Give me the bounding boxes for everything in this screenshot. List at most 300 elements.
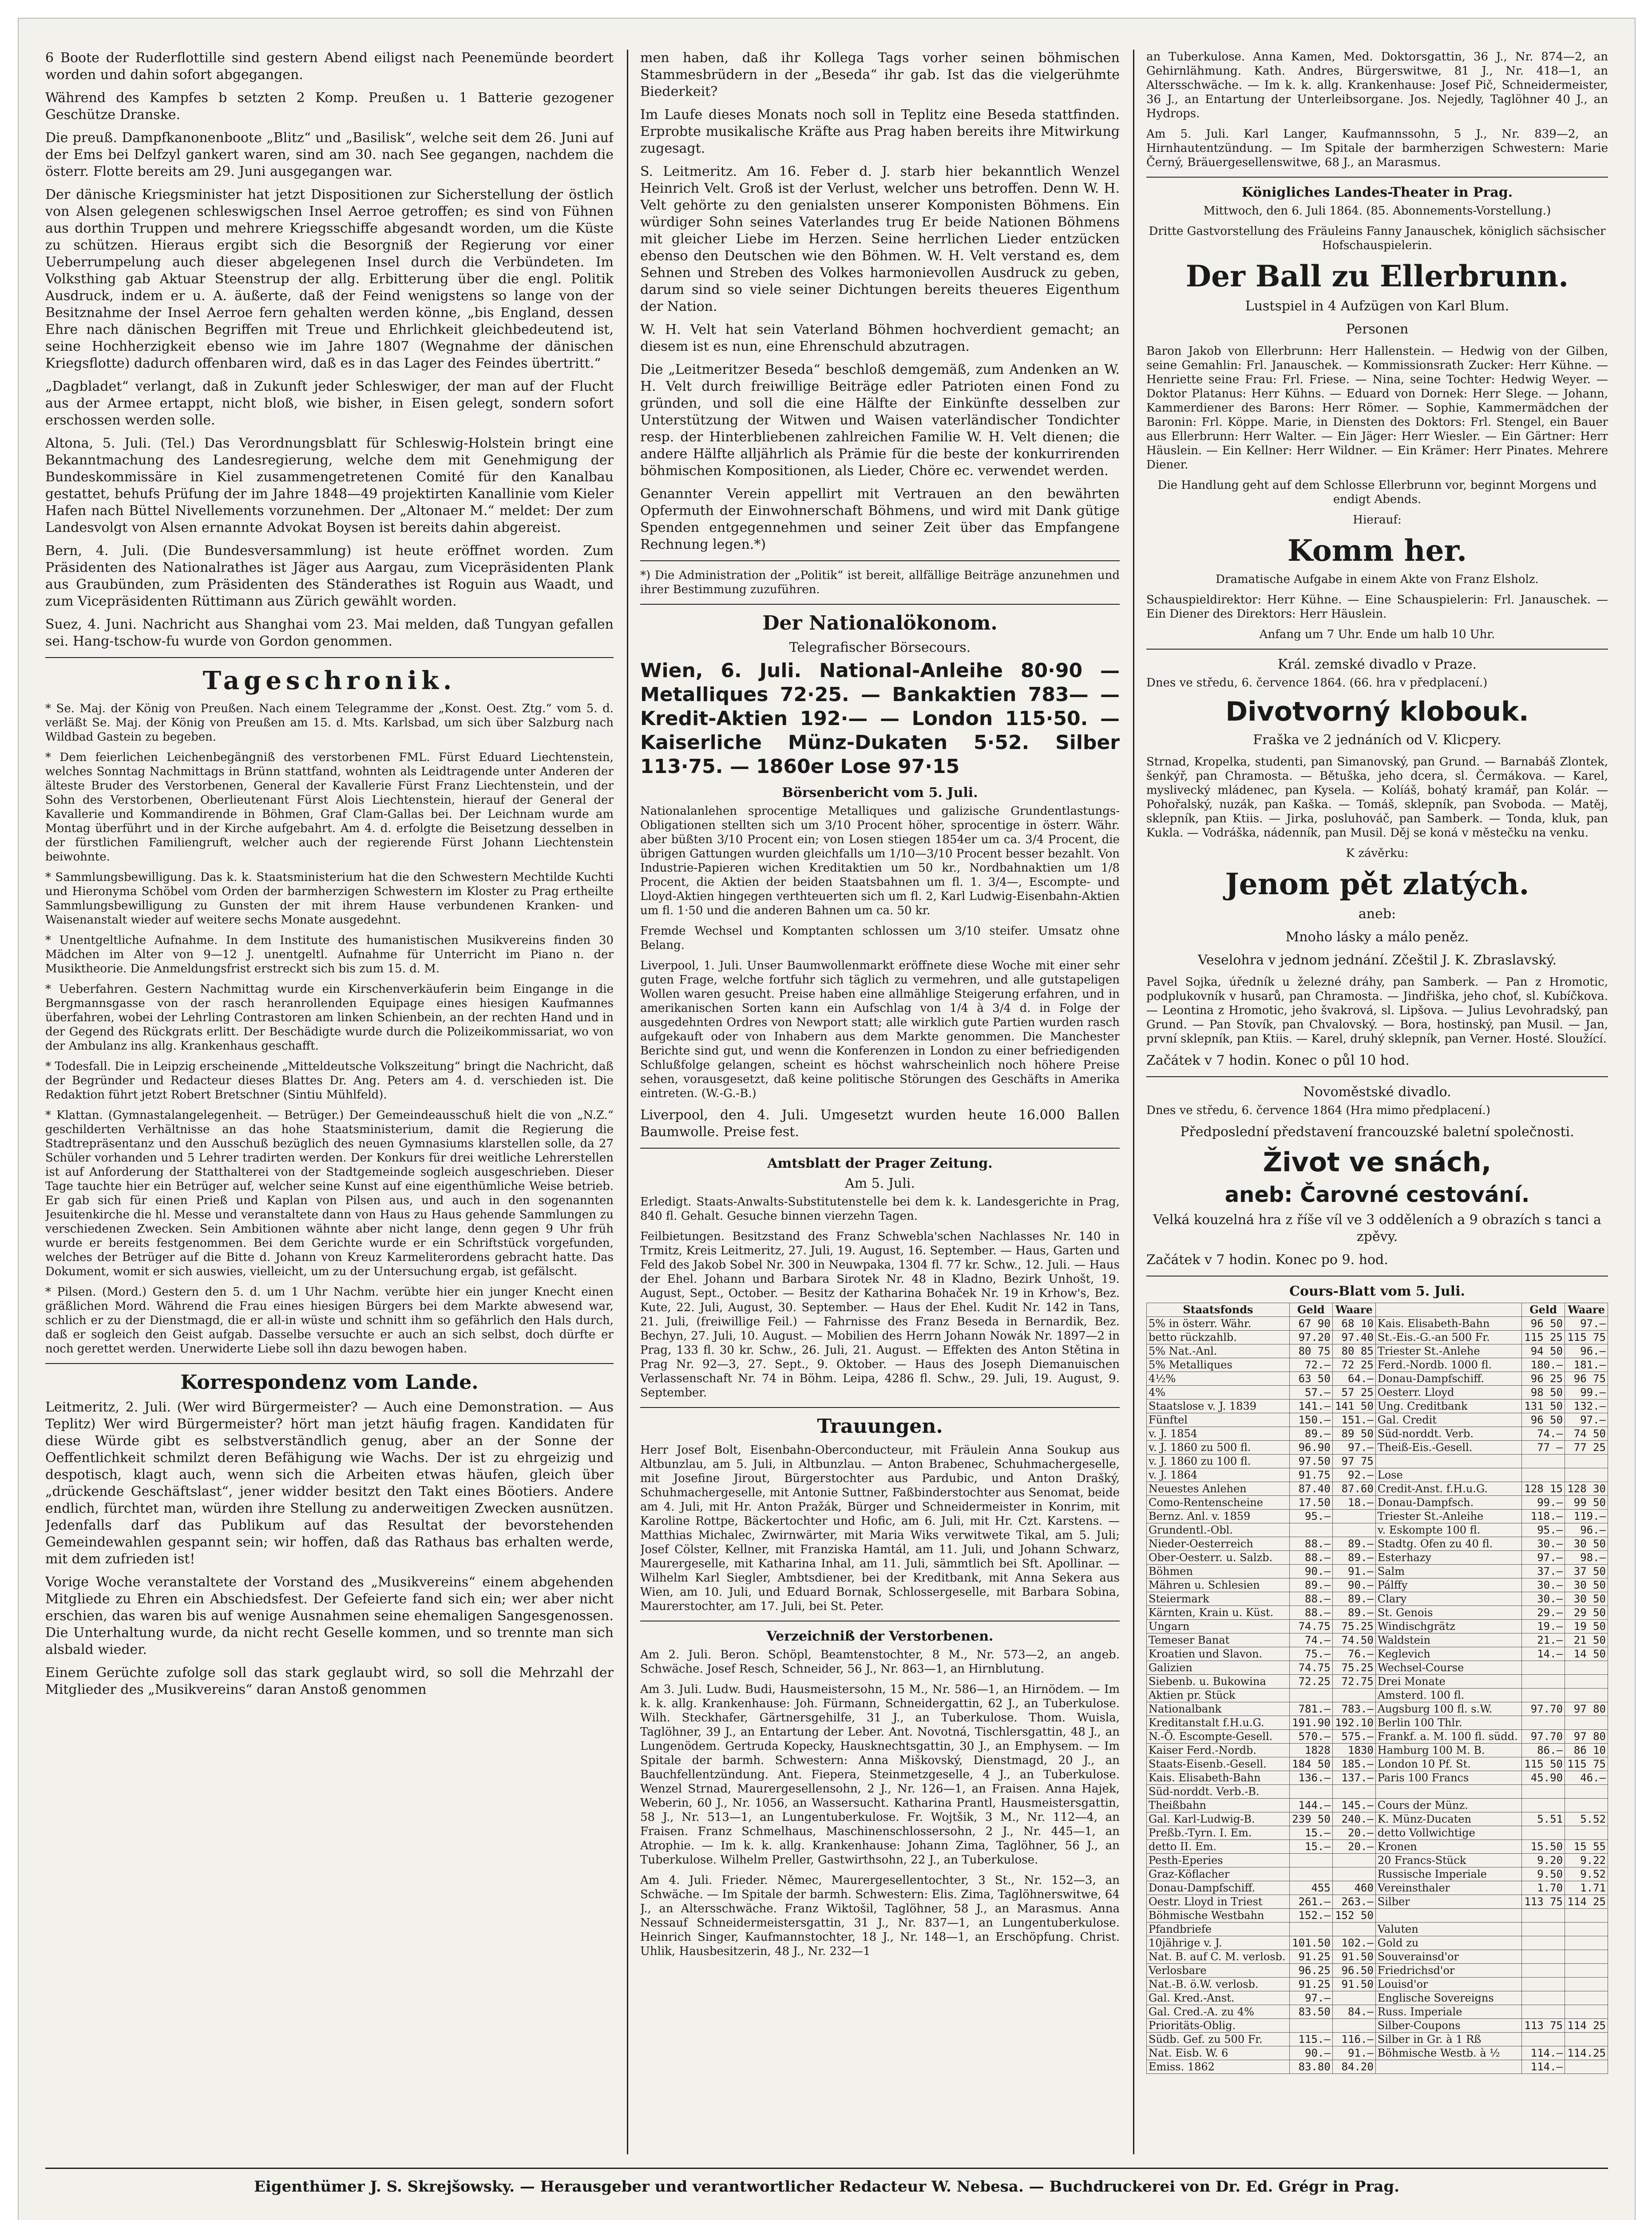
table-cell: 89.— [1332,1606,1375,1620]
table-cell: Kärnten, Krain u. Küst. [1147,1606,1290,1620]
table-cell: Esterhazy [1375,1551,1521,1565]
table-cell: 97 80 [1565,1702,1608,1716]
table-body [1147,1317,1608,2074]
table-cell: 115 50 [1522,1757,1565,1771]
table-cell: Mähren u. Schlesien [1147,1578,1290,1592]
table-cell: 96.50 [1332,1964,1375,1978]
table-cell: Nat. B. auf C. M. verlosb. [1147,1950,1290,1964]
table-cell: 1828 [1289,1744,1332,1757]
table-cell [1565,2005,1608,2019]
paragraph: Feilbietungen. Besitzstand des Franz Schwebla'schen Nachlasses Nr. 140 in Trmitz, Kreis Leitmeritz, 27. Juli, 19. August, 16. September. — Haus, Garten und Feld des Jakob Sobel Nr. 300 in Neuwpaka, 1304 fl. 77 kr. Schw., 12. Juli. — Haus der Ehel. Johann und Barbara Sirotek Nr. 48 in Kladno, Bezirk Unhošt, 19. August, Sept., October. — Besitz der Katharina Bohaček Nr. 19 in Krhow's, Bez. Kute, 22. Juli, August, 30. September. — Haus der Ehel. Kudit Nr. 142 in Tans, 21. Juli, (freiwillige Feil.) — Fahrnisse des Franz Beseda in Bernardik, Bez. Bechyn, 27. Juli, 10. August. — Mobilien des Herrn Johann Nowák Nr. 1897—2 in Prag, 133 fl. 30 kr. Schw., 26. Juli, 21. August. — Effekten des Anton Stětina in Prag Nr. 92—3, 27. Sept., 9. Oktober. — Haus des Joseph Diemanuischen Verlassenschaft Nr. 74 in Böhm. Leipa, 4286 fl. Schw., 29. Juli, 19. August, 9. September. [640,1230,1120,1399]
table-cell: 91.50 [1332,1950,1375,1964]
table-cell: 115 75 [1565,1331,1608,1344]
table-cell: v. J. 1860 zu 100 fl. [1147,1455,1290,1468]
play-subtitle: Mnoho lásky a málo peněz. [1285,929,1469,945]
table-cell: Verlosbare [1147,1964,1290,1978]
table-cell: St. Genois [1375,1606,1521,1620]
table-cell: 1.71 [1565,1881,1608,1895]
table-cell: 90.— [1289,2046,1332,2060]
table-cell: Berlin 100 Thlr. [1375,1716,1521,1730]
table-cell [1332,1867,1375,1881]
table-row [1147,1331,1608,1344]
table-cell: Cours der Münz. [1375,1799,1521,1812]
table-cell [1565,1826,1608,1840]
table-cell: 192.10 [1332,1716,1375,1730]
table-row [1147,1565,1608,1578]
table-row [1147,1991,1608,2005]
table-row [1147,1647,1608,1661]
table-cell [1565,1689,1608,1702]
divider [1146,1076,1608,1077]
play-subtitle: Velká kouzelná hra z říše víl ve 3 odděleních a 9 obrazích s tanci a zpěvy. [1153,1212,1601,1245]
column-rule [627,50,628,2154]
table-cell: N.-Ö. Escompte-Gesell. [1147,1730,1290,1744]
amtsblatt-section [640,1195,1120,1400]
table-cell: 84.— [1332,2005,1375,2019]
play-title: Jenom pět zlatých. [1225,867,1529,901]
table-cell: 114 25 [1565,1895,1608,1909]
table-cell: Gal. Cred.-A. zu 4% [1147,2005,1290,2019]
news-item: * Sammlungsbewilligung. Das k. k. Staatsministerium hat die den Schwestern Mechtilde Kuchti und Hieronyma Schöbel vom Orden der barmherzigen Schwestern im Kloster zu Prag ertheilte Sammlungsbewilligung zu Gunsten der mit ihrem Hause verbundenen Kranken- und Waisenanstalt wieder auf weitere sechs Monate ausgedehnt. [45,871,614,927]
table-cell: Oestr. Lloyd in Triest [1147,1895,1290,1909]
table-cell: detto Vollwichtige [1375,1826,1521,1840]
table-cell: 181.— [1565,1358,1608,1372]
table-cell: detto II. Em. [1147,1840,1290,1854]
table-cell: 84.20 [1332,2060,1375,2074]
table-cell: 15.— [1289,1840,1332,1854]
table-cell: 15 55 [1565,1840,1608,1854]
table-cell: Salm [1375,1565,1521,1578]
table-cell [1522,1661,1565,1675]
table-cell: Triester St.-Anlehe [1375,1344,1521,1358]
table-row [1147,1510,1608,1523]
table-cell: 145.— [1332,1799,1375,1812]
table-cell: 96 50 [1522,1317,1565,1331]
table-cell: 19 50 [1565,1620,1608,1633]
paragraph: men haben, daß ihr Kollega Tags vorher seinen böhmischen Stammesbrüdern in der „Beseda“ ihr gab. Ist das die vielgerühmte Biederkeit? [640,50,1120,99]
table-row [1147,1620,1608,1633]
table-cell: Pfandbriefe [1147,1923,1290,1936]
table-cell: 94 50 [1522,1344,1565,1358]
table-cell [1522,1909,1565,1923]
play-subtitle: Lustspiel in 4 Aufzügen von Karl Blum. [1245,298,1509,314]
table-cell: Stadtg. Ofen zu 40 fl. [1375,1537,1521,1551]
table-cell: 89.— [1332,1551,1375,1565]
table-cell: 116.— [1332,2033,1375,2046]
table-cell: 97.40 [1332,1331,1375,1344]
table-cell [1522,1978,1565,1991]
table-row [1147,1482,1608,1496]
table-cell: 261.— [1289,1895,1332,1909]
table-cell: 96.25 [1289,1964,1332,1978]
table-row [1147,2005,1608,2019]
table-cell: 96.— [1565,1344,1608,1358]
table-cell: v. J. 1854 [1147,1427,1290,1441]
table-cell: 75.25 [1332,1661,1375,1675]
table-row [1147,1826,1608,1840]
table-cell [1522,1455,1565,1468]
table-cell [1375,1455,1521,1468]
table-cell: 46.— [1565,1771,1608,1785]
table-cell: 74 50 [1565,1427,1608,1441]
table-cell [1375,1785,1521,1799]
table-cell: 30.— [1522,1592,1565,1606]
table-cell: 240.— [1332,1812,1375,1826]
news-item: * Klattan. (Gymnastalangelegenheit. — Betrüger.) Der Gemeindeausschuß hielt die von „N.Z.“ geschilderten Verhältnisse an das hohe Staatsministerium, damit die Regierung die Stadtrepräsentanz und den Ausschuß bezüglich des neuen Gymnasiums klarstellen solle, da 27 Schüler vorhanden und 5 Lehrer tradirten werden. Der Konkurs für drei weitliche Lehrerstellen ist auf Anforderung der Statthalterei von der Stadtgemeinde sogleich ausgeschrieben. Dieser Tage tauchte hier ein Betrüger auf, welcher seine Kunst auf eine eigenthümliche Weise betrieb. Er gab sich für einen Prieß und Kaplan von Pilsen aus, und auch in den sogenannten Jesuitenkirche die hl. Messe und veranstaltete dann von Haus zu Haus gehende Sammlungen zu verschiedenen Zwecken. Sein Ambitionen wähnte aber nicht lange, denn gegen 9 Uhr früh wurde er bereits festgenommen. Bei dem Gerichte wurde er ein Schriftstück vorgefunden, welches der Betrüger auf die Bitte d. Johann von Kreuz Karmeliterordens gebracht hatte. Das Dokument, womit er sich auswies, vielleicht, um zu der Untersuchung ergab, ist gefälscht. [45,1109,614,1278]
table-cell [1565,1950,1608,1964]
table-cell: 14 50 [1565,1647,1608,1661]
table-cell: 37.— [1522,1565,1565,1578]
paragraph: Im Laufe dieses Monats noch soll in Teplitz eine Beseda stattfinden. Erprobte musikalische Kräfte aus Prag haben bereits ihre Mitwirkung zugesagt. [640,107,1120,156]
table-cell: 97.— [1332,1441,1375,1455]
table-cell: 5% Nat.-Anl. [1147,1344,1290,1358]
table-row [1147,1496,1608,1510]
table-cell: 86 10 [1565,1744,1608,1757]
table-header-cell: Waare [1332,1303,1375,1317]
table-cell [1522,1950,1565,1964]
table-cell: 19.— [1522,1620,1565,1633]
table-cell: 89.— [1332,1592,1375,1606]
theater-heading: Král. zemské divadlo v Praze. [1277,657,1477,672]
table-cell: 57 25 [1332,1386,1375,1399]
table-cell: Clary [1375,1592,1521,1606]
table-row [1147,1936,1608,1950]
table-cell: Emiss. 1862 [1147,2060,1290,2074]
table-cell: 5.52 [1565,1812,1608,1826]
table-cell: 89.— [1289,1427,1332,1441]
table-row [1147,1358,1608,1372]
table-cell [1565,1785,1608,1799]
table-cell: 1830 [1332,1744,1375,1757]
table-row [1147,1840,1608,1854]
news-item: * Se. Maj. der König von Preußen. Nach einem Telegramme der „Konst. Oest. Ztg.“ vom 5. d. verläßt Se. Maj. der König von Preußen am 15. d. Mts. Karlsbad, um sich über Salzburg nach Wildbad Gastein zu begeben. [45,702,614,744]
table-cell: 4½% [1147,1372,1290,1386]
table-cell: 92.— [1332,1468,1375,1482]
table-cell: v. Eskompte 100 fl. [1375,1523,1521,1537]
paragraph: Bern, 4. Juli. (Die Bundesversammlung) ist heute eröffnet worden. Zum Präsidenten des Nationalrathes ist Jäger aus Aargau, zum Vicepräsidenten Plank aus Graubünden, zum Präsidenten des Ständerathes ist Roguin aus Waadt, und zum Vicepräsidenten Rüttimann aus Zürich gewählt worden. [45,543,614,609]
table-cell: 114.— [1522,2046,1565,2060]
table-cell: 91.25 [1289,1978,1332,1991]
paragraph: Leitmeritz, 2. Juli. (Wer wird Bürgermeister? — Auch eine Demonstration. — Aus Teplitz) Wer wird Bürgermeister? hört man jetzt häufig fragen. Kandidaten für diese Würde gibt es selbstverständlich genug, aber an der Sonne der Oeffentlichkeit schmilzt deren Befähigung wie Wachs. Der ist zu ehrgeizig und despotisch, klagt auch, wenn sich die Arbeiten etwas häufen, gleich über „drückende Geschäftslast“, jener widder besitzt den Takt eines Böotiers. Andere endlich, fürchtet man, würden ihre Stellung zu anderweitigen Zwecken ausnützen. Jedenfalls darf das Publikum auf das Resultat der bevorstehenden Gemeindewahlen gespannt sein; wir hoffen, daß das Rathaus bas erhalten werde, mit dem zufrieden ist! [45,1399,614,1567]
table-cell: 144.— [1289,1799,1332,1812]
table-cell: 89.— [1332,1537,1375,1551]
table-cell: Böhmische Westb. à ½ [1375,2046,1521,2060]
boersenbericht-section [640,804,1120,1101]
paragraph: Erledigt. Staats-Anwalts-Substitutenstelle bei dem k. k. Landesgerichte in Prag, 840 fl. Gehalt. Gesuche binnen vierzehn Tagen. [640,1195,1120,1223]
play-note: K závěrku: [1346,847,1409,860]
table-cell: 91.50 [1332,1978,1375,1991]
table-cell: 67 90 [1289,1317,1332,1331]
table-cell: 88.— [1289,1606,1332,1620]
table-cell: 20 Francs-Stück [1375,1854,1521,1867]
news-item: * Pilsen. (Mord.) Gestern den 5. d. um 1 Uhr Nachm. verübte hier ein junger Knecht einen gräßlichen Mord. Während die Frau eines hiesigen Bürgers bei dem Markte abwesend war, schlich er zu der Dienstmagd, die er all-in wüste und schnitt ihm so gefährlich den Hals durch, daß er sogleich den Geist aufgab. Dasselbe versuchte er auch an sich selbst, doch dürfte er noch gerettet werden. Unerwiderte Liebe soll ihn dazu bewogen haben. [45,1285,614,1356]
table-cell: 97.50 [1289,1455,1332,1468]
paragraph: Am 5. Juli. Karl Langer, Kaufmannssohn, 5 J., Nr. 839—2, an Hirnhautentzündung. — Im Spitale der barmherzigen Schwestern: Marie Černý, Bräuergesellenswitwe, 68 J., an Marasmus. [1146,127,1608,169]
table-cell: 141.— [1289,1399,1332,1413]
table-cell: 89 50 [1332,1427,1375,1441]
table-row [1147,1399,1608,1413]
table-cell [1522,1689,1565,1702]
table-cell: Gal. Karl-Ludwig-B. [1147,1812,1290,1826]
table-cell: 89.— [1289,1578,1332,1592]
table-cell: Nat. Eisb. W. 6 [1147,2046,1290,2060]
table-cell: Kronen [1375,1840,1521,1854]
table-cell: 96 50 [1522,1413,1565,1427]
table-cell: 74.75 [1289,1620,1332,1633]
table-cell: Theißbahn [1147,1799,1290,1812]
table-row [1147,1785,1608,1799]
table-cell [1289,1854,1332,1867]
table-header-cell: Staatsfonds [1147,1303,1290,1317]
table-row [1147,2046,1608,2060]
table-row [1147,1950,1608,1964]
table-cell: betto rückzahlb. [1147,1331,1290,1344]
table-cell: 83.80 [1289,2060,1332,2074]
table-header-cell: Waare [1565,1303,1608,1317]
table-cell [1565,1455,1608,1468]
table-cell: Windischgrätz [1375,1620,1521,1633]
table-cell: 184 50 [1289,1757,1332,1771]
table-cell: 75.— [1289,1647,1332,1661]
paragraph: Einem Gerüchte zufolge soll das stark geglaubt wird, so soll die Mehrzahl der Mitglieder des „Musikvereins“ daran Anstoß genommen [45,1665,614,1697]
theater-date: Dnes ve středu, 6. července 1864 (Hra mimo předplacení.) [1146,1104,1490,1117]
table-row [1147,1578,1608,1592]
table-cell: 99.— [1565,1386,1608,1399]
table-cell: Grundentl.-Obl. [1147,1523,1290,1537]
table-cell: 21 50 [1565,1633,1608,1647]
theater-date: Dnes ve středu, 6. července 1864. (66. hra v předplacení.) [1146,676,1488,690]
table-cell: 75.25 [1332,1620,1375,1633]
table-cell: Kroatien und Slavon. [1147,1647,1290,1661]
table-cell: Hamburg 100 M. B. [1375,1744,1521,1757]
table-cell: Silber [1375,1895,1521,1909]
table-cell: 97.— [1522,1551,1565,1565]
table-cell: 97.70 [1522,1730,1565,1744]
table-cell: 141 50 [1332,1399,1375,1413]
column-3 [1146,50,1608,2154]
table-cell [1565,1799,1608,1812]
table-cell [1565,1661,1608,1675]
table-row [1147,1606,1608,1620]
table-cell [1565,1991,1608,2005]
table-cell: 114.— [1522,2060,1565,2074]
divider [640,604,1120,605]
table-cell [1522,1826,1565,1840]
paragraph: Der dänische Kriegsminister hat jetzt Dispositionen zur Sicherstellung der östlich von Alsen gelegenen schleswigschen Insel Aerroe getroffen; es sind von Fühnen aus dorthin Truppen und mehrere Kriegsschiffe abgesandt worden, um die Küste zu schützen. Hieraus ergibt sich die Besorgniß der Regierung vor einer Ueberrumpelung auch dieser abgelegenen Insel durch die Verbündeten. Im Volksthing gab Aktuar Steenstrup der allg. Erbitterung über die engl. Politik Ausdruck, indem er u. A. äußerte, daß der Feind wenigstens so lange von der Besitznahme der Insel Aerroe fern gehalten werden könne, „bis England, dessen Ehre nach dänischen Begriffen mit Treue und Ehrlichkeit gleichbedeutend ist, seine Hochherzigkeit ebenso wie im Jahre 1807 (Wegnahme der dänischen Kriegsflotte) dadurch offenbaren wird, daß es in das Lager des Feindes übertritt.“ [45,187,614,371]
table-cell: Böhmische Westbahn [1147,1909,1290,1923]
section-heading-korrespondenz: Korrespondenz vom Lande. [180,1371,479,1394]
table-cell: 97.70 [1522,1702,1565,1716]
table-cell: 1.70 [1522,1881,1565,1895]
table-cell: 575.— [1332,1730,1375,1744]
table-cell: 180.— [1522,1358,1565,1372]
table-cell [1565,1923,1608,1936]
play-title: aneb: Čarovné cestování. [1224,1182,1530,1207]
table-cell [1289,1689,1332,1702]
table-cell: Credit-Anst. f.H.u.G. [1375,1482,1521,1496]
table-row [1147,1909,1608,1923]
paragraph: Während des Kampfes b setzten 2 Komp. Preußen u. 1 Batterie gezogener Geschütze Dranske. [45,90,614,123]
table-row [1147,1344,1608,1358]
table-cell: 91.— [1332,2046,1375,2060]
table-row [1147,1854,1608,1867]
paragraph: „Dagbladet“ verlangt, daß in Zukunft jeder Schleswiger, der man auf der Flucht aus der Armee ertappt, nicht bloß, wie bisher, in Eisen gelegt, sondern sofort erschossen werden solle. [45,379,614,428]
table-cell: 9.50 [1522,1867,1565,1881]
table-cell: 91.— [1332,1565,1375,1578]
cast-list: Baron Jakob von Ellerbrunn: Herr Hallenstein. — Hedwig von der Gilben, seine Gemahlin: Frl. Janauschek. — Kommissionsrath Zucker: Herr Kühne. — Henriette seine Frau: Frl. Friese. — Nina, seine Tochter: Hedwig Weyer. — Doktor Platanus: Herr Kühns. — Eduard von Dornek: Herr Slege. — Johann, Kammerdiener des Barons: Herr Römer. — Sophie, Kammermädchen der Baronin: Frl. Köppe. Marie, in Diensten des Doktors: Frl. Stengel, ein Bauer aus Ellerbrunn: Herr Walter. — Ein Jäger: Herr Wiesler. — Ein Gärtner: Herr Häuslein. — Ein Kellner: Herr Wildner. — Ein Krämer: Herr Pinates. Mehrere Diener. [1146,345,1608,472]
table-row [1147,1923,1608,1936]
table-cell: 30.— [1522,1578,1565,1592]
table-cell [1522,1964,1565,1978]
table-row [1147,1413,1608,1427]
paragraph: Am 4. Juli. Frieder. Němec, Maurergesellentochter, 3 St., Nr. 152—3, an Schwäche. — Im Spitale der barmh. Schwestern: Elis. Zima, Taglöhnerswitwe, 64 J., an Altersschwäche. Franz Wiktošil, Taglöhner, 58 J., an Marasmus. Anna Nessauf Schneidermeistersgattin, 31 J., Nr. 837—1, an Lungentuberkulose. Heinrich Singer, Kaufmannstochter, 18 J., Nr. 148—1, an Erschöpfung. Christ. Uhlik, Hausbesitzerin, 48 J., Nr. 232—1 [640,1874,1120,1958]
table-cell: 191.90 [1289,1716,1332,1730]
play-subtitle: Dramatische Aufgabe in einem Akte von Franz Elsholz. [1216,573,1539,586]
table-cell: 99 50 [1565,1496,1608,1510]
table-cell [1522,1799,1565,1812]
table-cell: 63 50 [1289,1372,1332,1386]
subheading-boersenbericht: Börsenbericht vom 5. Juli. [782,785,978,801]
table-cell: 152.— [1289,1909,1332,1923]
exchange-rate-table [1146,1303,1608,2074]
divider [640,1407,1120,1408]
table-row [1147,1661,1608,1675]
play-note: Die Handlung geht auf dem Schlosse Ellerbrunn vor, beginnt Morgens und endigt Abends. [1157,479,1597,506]
table-cell: 460 [1332,1881,1375,1895]
table-cell: 80 75 [1289,1344,1332,1358]
table-cell [1289,1523,1332,1537]
table-cell: Donau-Dampfschiff. [1375,1372,1521,1386]
table-row [1147,1468,1608,1482]
table-cell: 96 25 [1522,1372,1565,1386]
table-cell: Pálffy [1375,1578,1521,1592]
table-cell: Louisd'or [1375,1978,1521,1991]
table-cell [1565,2060,1608,2074]
table-cell: 5% in österr. Währ. [1147,1317,1290,1331]
table-row [1147,1592,1608,1606]
cast-list: Pavel Sojka, úředník u železné dráhy, pan Samberk. — Pan z Hromotic, podplukovník v husarů, pan Chramosta. — Jindřiška, jeho choť, sl. Kubíčkova. — Leontina z Hromotic, jeho švakrová, sl. Lipšova. — Julius Levohradský, pan Grund. — Pan Stovík, pan Chvalovský. — Bora, hostinský, pan Musil. — Jan, první sklepník, pan Ktiis. — Karel, druhý sklepník, pan Verner. Hosté. Sloužící. [1146,975,1608,1046]
play-title: Der Ball zu Ellerbrunn. [1185,259,1569,293]
table-cell: 77 — [1522,1441,1565,1455]
table-cell: 113 75 [1522,1895,1565,1909]
paragraph: Am 3. Juli. Ludw. Budi, Hausmeistersohn, 15 M., Nr. 586—1, an Hirnödem. — Im k. k. allg. Krankenhause: Joh. Fürmann, Schneidergattin, 62 J., an Tuberkulose. Wilh. Steckhafer, Gärtnersgehilfe, 31 J., an Tuberkulose. Thom. Wuisla, Taglöhner, 39 J., an Entartung der Leber. Ant. Novotná, Tischlersgattin, 48 J., an Lungenödem. Gertruda Kopecky, Hausknechtsgattin, 30 J., an Emphysem. — Im Spitale der barmh. Schwestern: Anna Miškovský, Dienstmagd, 20 J., an Bauchfellentzündung. Ant. Fiepera, Steinmetzgeselle, 4 J., an Tuberkulose. Wenzel Strnad, Maurergesellensohn, 2 J., Nr. 126—1, an Fraisen. Anna Hajek, Weberin, 60 J., Nr. 1056, an Wassersucht. Katharina Prantl, Hausmeistersgattin, 58 J., Nr. 513—1, an Lungentuberkulose. Fr. Wojtšik, 3 M., Nr. 112—4, an Fraisen. Franz Schmelhaus, Maschinenschlossersohn, 2 J., Nr. 445—1, an Atrophie. — Im k. k. allg. Krankenhause: Johann Zima, Taglöhner, 56 J., an Tuberkulose. Wilhelm Preller, Gastwirthsohn, 22 J., an Tuberkulose. [640,1683,1120,1867]
divider [1146,649,1608,650]
divider [45,657,614,658]
subheading-verstorbene: Verzeichniß der Verstorbenen. [766,1629,994,1644]
table-cell: Böhmen [1147,1565,1290,1578]
table-cell: Ober-Oesterr. u. Salzb. [1147,1551,1290,1565]
cast-list: Strnad, Kropelka, studenti, pan Simanovský, pan Grund. — Barnabáš Zlontek, šenkýř, pan Chramosta. — Bětuška, jeho dcera, sl. Čermákova. — Karel, myslivecký mládenec, pan Kysela. — Kolíáš, bohatý kramář, pan Kolár. — Pohořalský, nuzák, pan Kaška. — Tomáš, sklepník, pan Svoboda. — Matěj, sklepník, pan Ktiis. — Jirka, posluhováč, pan Samberk. — Tonda, kluk, pan Kukla. — Vodráška, nádenník, pan Musil. Děj se koná v městečku na venku. [1146,755,1608,840]
table-cell: 30 50 [1565,1537,1608,1551]
table-cell: 18.— [1332,1496,1375,1510]
column-2 [640,50,1120,2154]
play-note: Předposlední představení francouzské baletní společnosti. [1180,1124,1574,1140]
table-cell: 781.— [1289,1702,1332,1716]
table-cell: Donau-Dampfsch. [1375,1496,1521,1510]
table-cell [1375,1909,1521,1923]
table-cell: Russ. Imperiale [1375,2005,1521,2019]
divider [1146,177,1608,178]
table-cell: Kais. Elisabeth-Bahn [1147,1771,1290,1785]
table-cell: 113 75 [1522,2019,1565,2033]
table-cell [1522,1716,1565,1730]
table-header-cell: Geld [1289,1303,1332,1317]
table-cell: 17.50 [1289,1496,1332,1510]
paragraph: Am 2. Juli. Beron. Schöpl, Beamtenstochter, 8 M., Nr. 573—2, an angeb. Schwäche. Josef Resch, Schneider, 56 J., Nr. 863—1, an Hirnblutung. [640,1648,1120,1676]
paragraph: Vorige Woche veranstaltete der Vorstand des „Musikvereins“ einem abgehenden Mitgliede zu Ehren ein Abschiedsfest. Der Gefeierte fand sich ein; wer aber nicht erschien, das waren bis auf wenige Ausnahmen seine ehemaligen Sangesgenossen. Die Unterhaltung wurde, da nicht recht Geselle kommen, und so trennte man sich alsbald wieder. [45,1574,614,1657]
table-cell [1522,1675,1565,1689]
table-cell: 90.— [1332,1578,1375,1592]
table-row [1147,2033,1608,2046]
table-cell [1565,2033,1608,2046]
table-row [1147,1771,1608,1785]
table-cell: Süd-norddt. Verb.-B. [1147,1785,1290,1799]
subheading-telegraph: Telegrafischer Börsecours. [789,640,971,655]
table-cell [1289,1867,1332,1881]
paragraph: W. H. Velt hat sein Vaterland Böhmen hochverdient gemacht; an diesem ist es nun, eine Ehrenschuld abzutragen. [640,322,1120,354]
table-cell: 74.— [1289,1633,1332,1647]
table-cell: 5% Metalliques [1147,1358,1290,1372]
table-cell: Aktien pr. Stück [1147,1689,1290,1702]
theater-heading: Königliches Landes-Theater in Prag. [1241,185,1513,200]
show-times: Začátek v 7 hodin. Konec o půl 10 hod. [1146,1053,1410,1068]
table-cell: 97 75 [1332,1455,1375,1468]
table-cell: 119.— [1565,1510,1608,1523]
table-cell: 97.— [1565,1317,1608,1331]
show-times: Začátek v 7 hodin. Konec po 9. hod. [1146,1252,1388,1268]
table-row [1147,1675,1608,1689]
table-cell: K. Münz-Ducaten [1375,1812,1521,1826]
table-row [1147,1867,1608,1881]
table-cell [1565,1964,1608,1978]
table-cell: Russische Imperiale [1375,1867,1521,1881]
table-cell: Drei Monate [1375,1675,1521,1689]
table-cell: Englische Sovereigns [1375,1991,1521,2005]
table-cell: 96 75 [1565,1372,1608,1386]
table-cell [1565,1675,1608,1689]
table-cell: Pesth-Eperies [1147,1854,1290,1867]
table-cell: Ung. Creditbank [1375,1399,1521,1413]
table-row [1147,1455,1608,1468]
table-cell [1375,2060,1521,2074]
table-cell: 97.20 [1289,1331,1332,1344]
table-row [1147,1537,1608,1551]
table-cell: Triester St.-Anleihe [1375,1510,1521,1523]
tageschronik-section [45,702,614,1356]
table-cell: Souverainsd'or [1375,1950,1521,1964]
table-cell: 97.— [1565,1413,1608,1427]
table-row [1147,2019,1608,2033]
table-cell: Waldstein [1375,1633,1521,1647]
paragraph: Liverpool, 1. Juli. Unser Baumwollenmarkt eröffnete diese Woche mit einer sehr guten Frage, welche fortfuhr sich täglich zu vermehren, und alle gutstapeligen Wollen waren gesucht. Preise haben eine allmählige Steigerung erfahren, und in amerikanischen Sorten kann ein Aufschlag von 1/4 à 3/4 d. in Folge der ausgedehnten Ordres von Newport statt; alle wirklich gute Partien wurden rasch aufgekauft oder von Inhabern aus dem Markte genommen. Die Manchester Berichte sind gut, und wenn die Konferenzen in London zu einer befriedigenden Schlußfolge gelangen, scheint es höchst wahrscheinlich noch höhere Preise sehen, vorausgesetzt, daß keine politische Störungen des Geschäfts in Amerika eintreten. (W.-G.-B.) [640,959,1120,1100]
newspaper-page [18,18,1636,2220]
table-cell [1332,1510,1375,1523]
divider [45,1363,614,1364]
table-cell: 118.— [1522,1510,1565,1523]
table-cell: Augsburg 100 fl. s.W. [1375,1702,1521,1716]
table-cell [1565,1978,1608,1991]
table-cell: 68 10 [1332,1317,1375,1331]
table-cell: 72.25 [1289,1675,1332,1689]
table-cell: 97 80 [1565,1730,1608,1744]
table-cell: Gal. Kred.-Anst. [1147,1991,1290,2005]
table-cell: Siebenb. u. Bukowina [1147,1675,1290,1689]
paragraph: Genannter Verein appellirt mit Vertrauen an den bewährten Opfermuth der Einwohnerschaft Böhmens, und wird mit Dank gütige Spenden entgegennehmen und seiner Zeit über das Empfangene Rechnung legen.*) [640,486,1120,552]
table-cell: 72.75 [1332,1675,1375,1689]
table-cell: 91.25 [1289,1950,1332,1964]
table-cell: 185.— [1332,1757,1375,1771]
table-cell: 95.— [1289,1510,1332,1523]
